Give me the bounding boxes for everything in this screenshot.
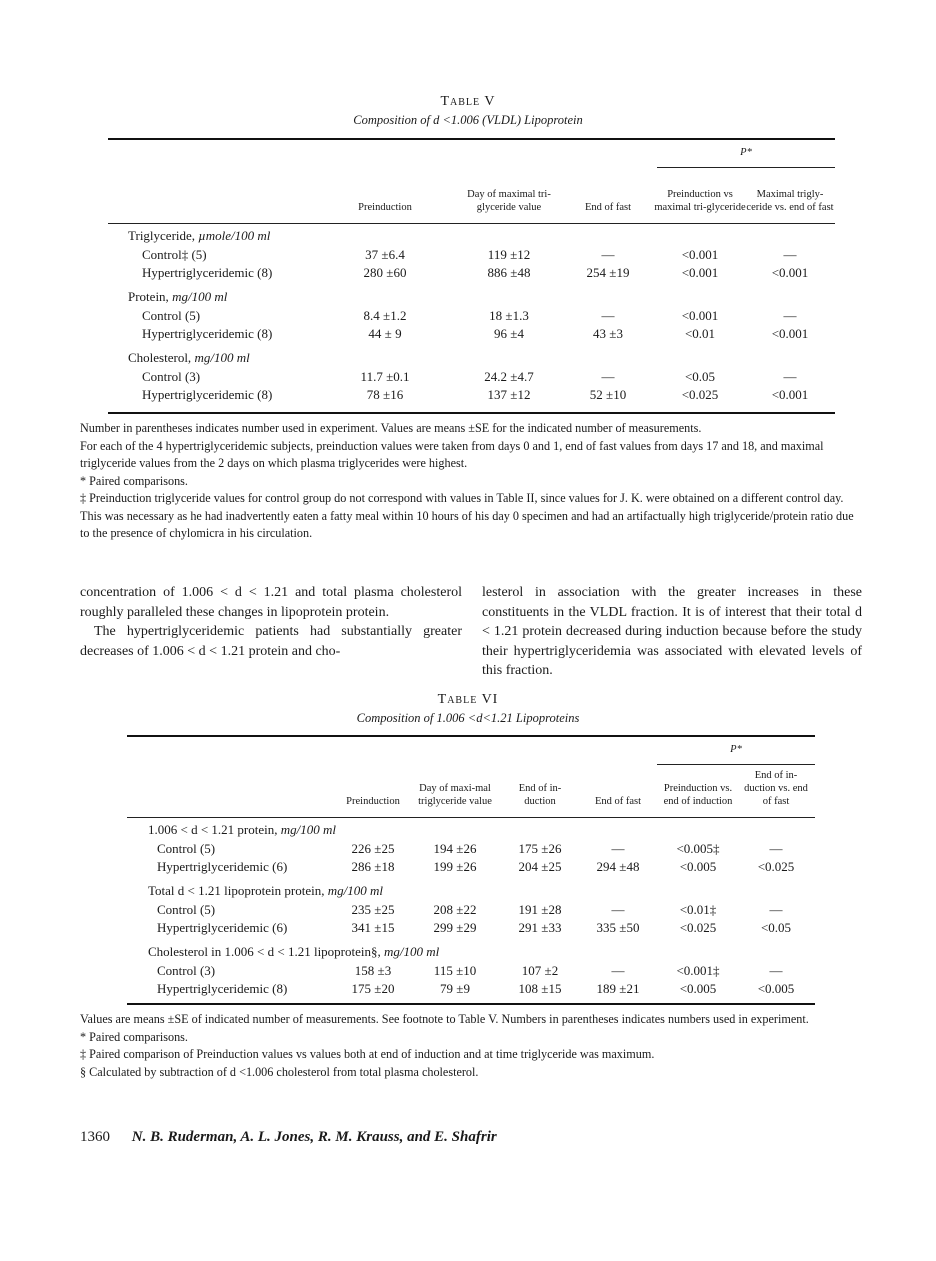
body-paragraph: concentration of 1.006 < d < 1.21 and total plasma cholesterol roughly paralleled these changes in lipoprotein protein.: [80, 585, 462, 620]
section-label: [148, 883, 383, 899]
table-cell: 294 ±48: [596, 858, 640, 874]
table-cell: 44 ± 9: [368, 325, 402, 341]
section-label: [128, 350, 250, 366]
section-unit: mg/100 ml: [327, 883, 383, 898]
table-cell: —: [601, 308, 615, 323]
table-cell: <0.025: [679, 919, 717, 935]
table-cell: 291 ±33: [518, 919, 562, 935]
footnote: Number in parentheses indicates number used in experiment. Values are means ±SE for the indicated number of measurements.: [80, 421, 702, 435]
table-top-rule: [108, 138, 835, 140]
row-label: Hypertriglyceridemic (8): [157, 980, 288, 996]
table-cell: —: [769, 963, 783, 978]
row-label: Hypertriglyceridemic (8): [142, 264, 273, 280]
table-cell: 191 ±28: [518, 902, 562, 917]
table-cell: 226 ±25: [351, 841, 395, 856]
p-header-rule: [657, 764, 815, 765]
table-cell: <0.001: [771, 264, 809, 280]
row-label: Control (5): [157, 841, 216, 856]
footnote: § Calculated by subtraction of d <1.006 cholesterol from total plasma cholesterol.: [80, 1064, 479, 1079]
table-cell: 11.7 ±0.1: [360, 369, 410, 384]
table-cell: <0.005: [757, 980, 795, 996]
footnote: ‡ Paired comparison of Preinduction values vs values both at end of induction and at time triglyceride was maximum.: [80, 1047, 655, 1061]
table-cell: —: [783, 369, 797, 384]
body-left-column: [80, 583, 462, 661]
table-cell: 96 ±4: [494, 325, 524, 341]
table-row: [0, 326, 936, 343]
table-row: [0, 369, 936, 386]
p-value-header: P*: [730, 744, 742, 755]
table-cell: <0.05: [684, 369, 716, 384]
table-cell: 335 ±50: [596, 919, 640, 935]
table-cell: —: [783, 247, 797, 262]
table-row: [0, 963, 936, 980]
footnote: Values are means ±SE of indicated number of measurements. See footnote to Table V. Numbers in parentheses indicates numbers used in experiment.: [80, 1012, 809, 1026]
table-cell: 286 ±18: [351, 858, 395, 874]
footnote: * Paired comparisons.: [80, 473, 188, 488]
table-cell: —: [769, 841, 783, 856]
table6-title: Table VI: [437, 692, 499, 707]
table-cell: 78 ±16: [366, 386, 404, 402]
section-name: Triglyceride,: [128, 228, 199, 243]
table-cell: <0.005‡: [676, 841, 720, 856]
table-cell: <0.001: [681, 308, 719, 323]
row-label: Control‡ (5): [142, 247, 207, 262]
body-right-column: lesterol in association with the greater increases in these constituents in the VLDL fraction. It is of interest that their total d < 1.21 protein decreased during induction because before the study their hypertriglyceridemia was associated with elevated levels of this fraction.: [482, 585, 862, 678]
footnote: ‡ Preinduction triglyceride values for control group do not correspond with values in Table II, since values for J. K. were obtained on a different control day. This was necessary as he had inadvertently eaten a fatty meal within 10 hours of his day 0 specimen and had an artifactually high triglyceride/protein ratio due to the presence of chylomicra in his circulation.: [80, 491, 854, 540]
column-header: Preinduction: [358, 202, 412, 213]
table-cell: —: [611, 902, 625, 917]
table-cell: 107 ±2: [521, 963, 559, 978]
table-footnotes: [80, 420, 862, 543]
table-cell: 235 ±25: [351, 902, 395, 917]
table-cell: <0.001: [771, 325, 809, 341]
table-cell: 299 ±29: [433, 919, 477, 935]
table-row: [0, 920, 936, 937]
column-header: Preinduction: [346, 796, 400, 807]
footnote: * Paired comparisons.: [80, 1029, 188, 1044]
table-cell: 158 ±3: [354, 963, 392, 978]
row-label: Control (3): [157, 963, 216, 978]
table-row: [0, 265, 936, 282]
column-header: End of in-​duction vs. end of fast: [744, 770, 808, 807]
row-label: Hypertriglyceridemic (8): [142, 386, 273, 402]
table-cell: <0.005: [679, 858, 717, 874]
table-cell: 194 ±26: [433, 841, 477, 856]
table-cell: 199 ±26: [433, 858, 477, 874]
section-name: Total d < 1.21 lipoprotein protein,: [148, 883, 328, 898]
table-cell: 115 ±10: [433, 963, 477, 978]
table-cell: 52 ±10: [589, 386, 627, 402]
column-header: End of in-​duction: [518, 783, 562, 807]
table-cell: <0.001: [771, 386, 809, 402]
table-cell: 8.4 ±1.2: [363, 308, 407, 323]
section-unit: mg/100 ml: [384, 944, 440, 959]
row-label: Hypertriglyceridemic (6): [157, 858, 288, 874]
section-name: 1.006 < d < 1.21 protein,: [148, 822, 281, 837]
header-rule: [108, 223, 835, 224]
table-cell: 254 ±19: [586, 264, 630, 280]
table-footnotes: [80, 1011, 862, 1081]
row-label: Hypertriglyceridemic (8): [142, 325, 273, 341]
table-cell: —: [783, 308, 797, 323]
table-cell: 43 ±3: [593, 325, 623, 341]
table-cell: <0.001‡: [676, 963, 720, 978]
table-cell: 189 ±21: [596, 980, 640, 996]
row-label: Control (5): [142, 308, 201, 323]
table-row: [0, 902, 936, 919]
table-row: [0, 387, 936, 404]
table-cell: 886 ±48: [487, 264, 531, 280]
row-label: Control (3): [142, 369, 201, 384]
table-cell: 280 ±60: [363, 264, 407, 280]
table-cell: 79 ±9: [440, 980, 470, 996]
table-cell: <0.005: [679, 980, 717, 996]
column-header: Preinduction vs maximal tri-​glyceride: [654, 189, 746, 213]
table-cell: 18 ±1.3: [489, 308, 529, 323]
table-cell: <0.025: [757, 858, 795, 874]
column-header: Maximal trigly-​ceride vs. end of fast: [746, 189, 834, 213]
section-unit: mg/100 ml: [172, 289, 228, 304]
header-rule: [127, 817, 815, 818]
table5-title: Table V: [440, 94, 496, 109]
section-name: Cholesterol in 1.006 < d < 1.21 lipoprotein§,: [148, 944, 385, 959]
page-number: 1360: [80, 1129, 110, 1145]
table-cell: <0.025: [681, 386, 719, 402]
table-cell: 204 ±25: [518, 858, 562, 874]
table-cell: 108 ±15: [518, 980, 562, 996]
section-label: [128, 289, 227, 305]
table-cell: <0.05: [760, 919, 792, 935]
table-cell: 37 ±6.4: [365, 247, 405, 262]
table-row: [0, 308, 936, 325]
table6-subtitle: Composition of 1.006 <d<1.21 Lipoproteins: [356, 711, 580, 725]
table-cell: 175 ±20: [351, 980, 395, 996]
table-cell: 137 ±12: [487, 386, 531, 402]
p-value-header: P*: [740, 147, 752, 158]
row-label: Control (5): [157, 902, 216, 917]
table-cell: —: [601, 369, 615, 384]
row-label: Hypertriglyceridemic (6): [157, 919, 288, 935]
section-label: [148, 822, 336, 838]
column-header: End of fast: [584, 202, 632, 213]
section-unit: mg/100 ml: [280, 822, 336, 837]
table-cell: <0.01‡: [679, 902, 717, 917]
section-name: Cholesterol,: [128, 350, 195, 365]
column-header: End of fast: [594, 796, 642, 807]
table-row: [0, 859, 936, 876]
table-row: [0, 841, 936, 858]
table-cell: 119 ±12: [487, 247, 531, 262]
table-cell: 341 ±15: [351, 919, 395, 935]
table-cell: 208 ±22: [433, 902, 477, 917]
table-cell: <0.001: [681, 247, 719, 262]
table-row: [0, 981, 936, 998]
section-label: [128, 228, 270, 244]
column-header: Preinduction vs. end of induction: [663, 783, 733, 807]
footnote: For each of the 4 hypertriglyceridemic subjects, preinduction values were taken from days 0 and 1, end of fast values from days 17 and 18, and maximal triglyceride values from the 2 days on which plasma triglycerides were highest.: [80, 438, 824, 470]
p-header-rule: [657, 167, 835, 168]
page-footer: [80, 1129, 497, 1146]
table-top-rule: [127, 735, 815, 737]
table-cell: —: [769, 902, 783, 917]
table5-subtitle: Composition of d <1.006 (VLDL) Lipoprotein: [353, 113, 583, 127]
table-cell: <0.01: [684, 325, 716, 341]
section-label: [148, 944, 439, 960]
table-cell: <0.001: [681, 264, 719, 280]
table-cell: —: [611, 963, 625, 978]
author-list: N. B. Ruderman, A. L. Jones, R. M. Krauss, and E. Shafrir: [131, 1129, 497, 1145]
table-cell: 175 ±26: [518, 841, 562, 856]
table-bottom-rule: [108, 412, 835, 414]
table-row: [0, 247, 936, 264]
section-unit: mg/100 ml: [194, 350, 250, 365]
section-unit: µmole/100 ml: [198, 228, 271, 243]
section-name: Protein,: [128, 289, 173, 304]
table-cell: —: [611, 841, 625, 856]
table-bottom-rule: [127, 1003, 815, 1005]
column-header: Day of maximal tri-​glyceride value: [467, 189, 551, 213]
table-cell: 24.2 ±4.7: [484, 369, 534, 384]
table-cell: —: [601, 247, 615, 262]
body-paragraph: The hypertriglyceridemic patients had substantially greater decreases of 1.006 < d < 1.21 protein and cho-: [80, 624, 462, 659]
column-header: Day of maxi-​mal triglyceride value: [418, 783, 492, 807]
